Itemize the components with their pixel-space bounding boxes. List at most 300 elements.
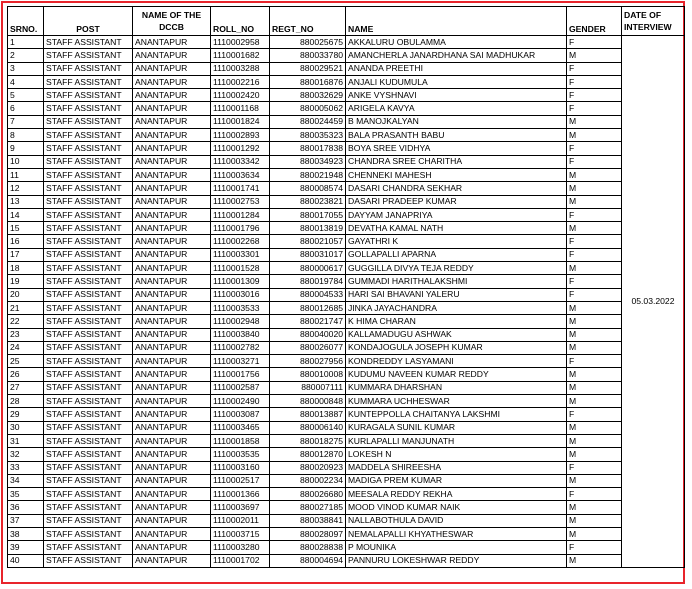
cell-dccb: ANANTAPUR bbox=[133, 102, 211, 115]
cell-post: STAFF ASSISTANT bbox=[44, 368, 133, 381]
table-row bbox=[8, 301, 685, 314]
cell-srno: 14 bbox=[8, 208, 44, 221]
cell-roll-no: 1110002420 bbox=[211, 89, 270, 102]
cell-srno: 23 bbox=[8, 328, 44, 341]
cell-srno: 15 bbox=[8, 222, 44, 235]
cell-name: LOKESH N bbox=[346, 448, 567, 461]
cell-srno: 10 bbox=[8, 155, 44, 168]
header-name: NAME bbox=[346, 7, 567, 36]
cell-roll-no: 1110002011 bbox=[211, 514, 270, 527]
table-row bbox=[8, 89, 685, 102]
cell-name: GUGGILLA DIVYA TEJA REDDY bbox=[346, 262, 567, 275]
cell-srno: 33 bbox=[8, 461, 44, 474]
table-row bbox=[8, 514, 685, 527]
table-row bbox=[8, 408, 685, 421]
cell-gender: F bbox=[567, 89, 622, 102]
cell-post: STAFF ASSISTANT bbox=[44, 142, 133, 155]
cell-dccb: ANANTAPUR bbox=[133, 62, 211, 75]
cell-gender: F bbox=[567, 461, 622, 474]
cell-post: STAFF ASSISTANT bbox=[44, 355, 133, 368]
cell-dccb: ANANTAPUR bbox=[133, 488, 211, 501]
cell-srno: 24 bbox=[8, 341, 44, 354]
table-row bbox=[8, 142, 685, 155]
cell-dccb: ANANTAPUR bbox=[133, 115, 211, 128]
cell-gender: M bbox=[567, 222, 622, 235]
cell-roll-no: 1110003087 bbox=[211, 408, 270, 421]
cell-gender: M bbox=[567, 262, 622, 275]
cell-gender: F bbox=[567, 62, 622, 75]
cell-post: STAFF ASSISTANT bbox=[44, 527, 133, 540]
cell-roll-no: 1110002948 bbox=[211, 315, 270, 328]
cell-gender: M bbox=[567, 474, 622, 487]
cell-dccb: ANANTAPUR bbox=[133, 288, 211, 301]
table-row bbox=[8, 235, 685, 248]
cell-regt-no: 880021747 bbox=[270, 315, 346, 328]
cell-srno: 11 bbox=[8, 168, 44, 181]
cell-gender: M bbox=[567, 421, 622, 434]
cell-regt-no: 880025675 bbox=[270, 36, 346, 49]
cell-post: STAFF ASSISTANT bbox=[44, 182, 133, 195]
cell-gender: F bbox=[567, 208, 622, 221]
cell-srno: 9 bbox=[8, 142, 44, 155]
cell-srno: 20 bbox=[8, 288, 44, 301]
cell-srno: 29 bbox=[8, 408, 44, 421]
cell-dccb: ANANTAPUR bbox=[133, 514, 211, 527]
cell-dccb: ANANTAPUR bbox=[133, 448, 211, 461]
table-row bbox=[8, 474, 685, 487]
cell-gender: M bbox=[567, 341, 622, 354]
cell-name: AMANCHERLA JANARDHANA SAI MADHUKAR bbox=[346, 49, 567, 62]
cell-gender: F bbox=[567, 355, 622, 368]
cell-post: STAFF ASSISTANT bbox=[44, 461, 133, 474]
cell-post: STAFF ASSISTANT bbox=[44, 49, 133, 62]
cell-post: STAFF ASSISTANT bbox=[44, 115, 133, 128]
cell-roll-no: 1110003160 bbox=[211, 461, 270, 474]
cell-post: STAFF ASSISTANT bbox=[44, 288, 133, 301]
table-row bbox=[8, 208, 685, 221]
cell-name: DASARI PRADEEP KUMAR bbox=[346, 195, 567, 208]
cell-regt-no: 880035323 bbox=[270, 129, 346, 142]
cell-roll-no: 1110002216 bbox=[211, 75, 270, 88]
cell-post: STAFF ASSISTANT bbox=[44, 208, 133, 221]
table-row bbox=[8, 328, 685, 341]
cell-dccb: ANANTAPUR bbox=[133, 142, 211, 155]
cell-dccb: ANANTAPUR bbox=[133, 36, 211, 49]
cell-name: KONDREDDY LASYAMANI bbox=[346, 355, 567, 368]
cell-gender: M bbox=[567, 195, 622, 208]
cell-post: STAFF ASSISTANT bbox=[44, 102, 133, 115]
cell-srno: 22 bbox=[8, 315, 44, 328]
cell-name: KUNTEPPOLLA CHAITANYA LAKSHMI bbox=[346, 408, 567, 421]
cell-name: HARI SAI BHAVANI YALERU bbox=[346, 288, 567, 301]
cell-name: MADIGA PREM KUMAR bbox=[346, 474, 567, 487]
table-header-row bbox=[8, 7, 685, 36]
cell-dccb: ANANTAPUR bbox=[133, 168, 211, 181]
cell-name: KUMMARA DHARSHAN bbox=[346, 381, 567, 394]
cell-post: STAFF ASSISTANT bbox=[44, 395, 133, 408]
cell-post: STAFF ASSISTANT bbox=[44, 129, 133, 142]
cell-regt-no: 880021948 bbox=[270, 168, 346, 181]
cell-srno: 3 bbox=[8, 62, 44, 75]
cell-regt-no: 880026077 bbox=[270, 341, 346, 354]
cell-post: STAFF ASSISTANT bbox=[44, 262, 133, 275]
table-row bbox=[8, 36, 685, 49]
table-row bbox=[8, 168, 685, 181]
cell-roll-no: 1110003465 bbox=[211, 421, 270, 434]
cell-gender: F bbox=[567, 288, 622, 301]
cell-name: KUMMARA UCHHESWAR bbox=[346, 395, 567, 408]
cell-name: DASARI CHANDRA SEKHAR bbox=[346, 182, 567, 195]
cell-dccb: ANANTAPUR bbox=[133, 434, 211, 447]
cell-dccb: ANANTAPUR bbox=[133, 248, 211, 261]
cell-srno: 12 bbox=[8, 182, 44, 195]
cell-regt-no: 880029521 bbox=[270, 62, 346, 75]
cell-dccb: ANANTAPUR bbox=[133, 155, 211, 168]
cell-dccb: ANANTAPUR bbox=[133, 554, 211, 567]
cell-name: KURAGALA SUNIL KUMAR bbox=[346, 421, 567, 434]
cell-srno: 1 bbox=[8, 36, 44, 49]
cell-name: KURLAPALLI MANJUNATH bbox=[346, 434, 567, 447]
cell-regt-no: 880028838 bbox=[270, 541, 346, 554]
cell-regt-no: 880000617 bbox=[270, 262, 346, 275]
cell-post: STAFF ASSISTANT bbox=[44, 62, 133, 75]
cell-name: ANKE VYSHNAVI bbox=[346, 89, 567, 102]
cell-post: STAFF ASSISTANT bbox=[44, 341, 133, 354]
cell-srno: 39 bbox=[8, 541, 44, 554]
cell-post: STAFF ASSISTANT bbox=[44, 275, 133, 288]
cell-roll-no: 1110002517 bbox=[211, 474, 270, 487]
cell-regt-no: 880018275 bbox=[270, 434, 346, 447]
table-row bbox=[8, 527, 685, 540]
cell-srno: 32 bbox=[8, 448, 44, 461]
cell-name: NALLABOTHULA DAVID bbox=[346, 514, 567, 527]
table-row bbox=[8, 222, 685, 235]
cell-srno: 18 bbox=[8, 262, 44, 275]
cell-regt-no: 880010008 bbox=[270, 368, 346, 381]
cell-srno: 2 bbox=[8, 49, 44, 62]
header-regt-no: REGT_NO bbox=[270, 7, 346, 36]
table-row bbox=[8, 488, 685, 501]
cell-dccb: ANANTAPUR bbox=[133, 49, 211, 62]
cell-regt-no: 880017055 bbox=[270, 208, 346, 221]
cell-post: STAFF ASSISTANT bbox=[44, 474, 133, 487]
cell-post: STAFF ASSISTANT bbox=[44, 89, 133, 102]
cell-roll-no: 1110003342 bbox=[211, 155, 270, 168]
cell-regt-no: 880012685 bbox=[270, 301, 346, 314]
cell-name: DAYYAM JANAPRIYA bbox=[346, 208, 567, 221]
cell-gender: M bbox=[567, 448, 622, 461]
table-row bbox=[8, 182, 685, 195]
table-row bbox=[8, 341, 685, 354]
table-row bbox=[8, 395, 685, 408]
cell-gender: F bbox=[567, 275, 622, 288]
cell-dccb: ANANTAPUR bbox=[133, 501, 211, 514]
cell-regt-no: 880031017 bbox=[270, 248, 346, 261]
table-row bbox=[8, 461, 685, 474]
cell-name: KUDUMU NAVEEN KUMAR REDDY bbox=[346, 368, 567, 381]
table-row bbox=[8, 49, 685, 62]
cell-roll-no: 1110001168 bbox=[211, 102, 270, 115]
cell-gender: M bbox=[567, 49, 622, 62]
cell-srno: 19 bbox=[8, 275, 44, 288]
cell-roll-no: 1110001756 bbox=[211, 368, 270, 381]
cell-roll-no: 1110001309 bbox=[211, 275, 270, 288]
table-row bbox=[8, 129, 685, 142]
cell-dccb: ANANTAPUR bbox=[133, 421, 211, 434]
cell-gender: M bbox=[567, 315, 622, 328]
cell-regt-no: 880027956 bbox=[270, 355, 346, 368]
cell-roll-no: 1110003840 bbox=[211, 328, 270, 341]
header-srno: SRNO. bbox=[8, 7, 44, 36]
cell-roll-no: 1110003535 bbox=[211, 448, 270, 461]
cell-regt-no: 880024459 bbox=[270, 115, 346, 128]
cell-post: STAFF ASSISTANT bbox=[44, 421, 133, 434]
table-row bbox=[8, 75, 685, 88]
cell-post: STAFF ASSISTANT bbox=[44, 168, 133, 181]
cell-regt-no: 880038841 bbox=[270, 514, 346, 527]
cell-post: STAFF ASSISTANT bbox=[44, 301, 133, 314]
cell-gender: M bbox=[567, 554, 622, 567]
table-row bbox=[8, 262, 685, 275]
cell-srno: 7 bbox=[8, 115, 44, 128]
cell-name: MADDELA SHIREESHA bbox=[346, 461, 567, 474]
table-row bbox=[8, 448, 685, 461]
cell-name: JINKA JAYACHANDRA bbox=[346, 301, 567, 314]
cell-post: STAFF ASSISTANT bbox=[44, 222, 133, 235]
cell-srno: 16 bbox=[8, 235, 44, 248]
table-row bbox=[8, 195, 685, 208]
cell-name: GOLLAPALLI APARNA bbox=[346, 248, 567, 261]
cell-regt-no: 880034923 bbox=[270, 155, 346, 168]
cell-roll-no: 1110001284 bbox=[211, 208, 270, 221]
cell-srno: 34 bbox=[8, 474, 44, 487]
cell-roll-no: 1110001741 bbox=[211, 182, 270, 195]
cell-name: ARIGELA KAVYA bbox=[346, 102, 567, 115]
cell-regt-no: 880020923 bbox=[270, 461, 346, 474]
cell-roll-no: 1110003288 bbox=[211, 62, 270, 75]
cell-regt-no: 880027185 bbox=[270, 501, 346, 514]
cell-dccb: ANANTAPUR bbox=[133, 355, 211, 368]
cell-srno: 37 bbox=[8, 514, 44, 527]
candidate-table bbox=[7, 6, 685, 568]
cell-dccb: ANANTAPUR bbox=[133, 275, 211, 288]
table-row bbox=[8, 501, 685, 514]
header-roll-no: ROLL_NO bbox=[211, 7, 270, 36]
cell-name: ANJALI KUDUMULA bbox=[346, 75, 567, 88]
table-row bbox=[8, 288, 685, 301]
cell-regt-no: 880000848 bbox=[270, 395, 346, 408]
cell-regt-no: 880017838 bbox=[270, 142, 346, 155]
cell-dccb: ANANTAPUR bbox=[133, 474, 211, 487]
cell-srno: 38 bbox=[8, 527, 44, 540]
cell-gender: F bbox=[567, 142, 622, 155]
cell-roll-no: 1110002268 bbox=[211, 235, 270, 248]
cell-srno: 25 bbox=[8, 355, 44, 368]
cell-gender: F bbox=[567, 488, 622, 501]
cell-name: MOOD VINOD KUMAR NAIK bbox=[346, 501, 567, 514]
cell-name: AKKALURU OBULAMMA bbox=[346, 36, 567, 49]
table-row bbox=[8, 248, 685, 261]
cell-name: K HIMA CHARAN bbox=[346, 315, 567, 328]
cell-gender: F bbox=[567, 248, 622, 261]
cell-gender: F bbox=[567, 36, 622, 49]
table-row bbox=[8, 102, 685, 115]
cell-srno: 13 bbox=[8, 195, 44, 208]
cell-gender: M bbox=[567, 527, 622, 540]
cell-gender: M bbox=[567, 434, 622, 447]
cell-name: DEVATHA KAMAL NATH bbox=[346, 222, 567, 235]
cell-srno: 21 bbox=[8, 301, 44, 314]
cell-post: STAFF ASSISTANT bbox=[44, 448, 133, 461]
cell-dccb: ANANTAPUR bbox=[133, 89, 211, 102]
cell-post: STAFF ASSISTANT bbox=[44, 195, 133, 208]
cell-dccb: ANANTAPUR bbox=[133, 182, 211, 195]
cell-gender: M bbox=[567, 501, 622, 514]
table-row bbox=[8, 315, 685, 328]
cell-post: STAFF ASSISTANT bbox=[44, 501, 133, 514]
cell-gender: F bbox=[567, 75, 622, 88]
cell-roll-no: 1110003271 bbox=[211, 355, 270, 368]
header-date-of-interview: DATE OF INTERVIEW bbox=[622, 7, 685, 36]
cell-post: STAFF ASSISTANT bbox=[44, 155, 133, 168]
cell-srno: 17 bbox=[8, 248, 44, 261]
cell-dccb: ANANTAPUR bbox=[133, 75, 211, 88]
cell-srno: 36 bbox=[8, 501, 44, 514]
table-body bbox=[8, 36, 685, 568]
cell-roll-no: 1110002490 bbox=[211, 395, 270, 408]
cell-interview-date: 05.03.2022 bbox=[622, 36, 685, 568]
cell-post: STAFF ASSISTANT bbox=[44, 514, 133, 527]
cell-dccb: ANANTAPUR bbox=[133, 527, 211, 540]
cell-name: CHENNEKI MAHESH bbox=[346, 168, 567, 181]
cell-srno: 6 bbox=[8, 102, 44, 115]
cell-regt-no: 880021057 bbox=[270, 235, 346, 248]
cell-dccb: ANANTAPUR bbox=[133, 541, 211, 554]
cell-srno: 27 bbox=[8, 381, 44, 394]
cell-dccb: ANANTAPUR bbox=[133, 195, 211, 208]
cell-gender: F bbox=[567, 408, 622, 421]
cell-dccb: ANANTAPUR bbox=[133, 381, 211, 394]
cell-gender: M bbox=[567, 514, 622, 527]
cell-post: STAFF ASSISTANT bbox=[44, 328, 133, 341]
header-post: POST bbox=[44, 7, 133, 36]
cell-roll-no: 1110001292 bbox=[211, 142, 270, 155]
cell-gender: M bbox=[567, 301, 622, 314]
cell-roll-no: 1110003634 bbox=[211, 168, 270, 181]
cell-post: STAFF ASSISTANT bbox=[44, 36, 133, 49]
cell-regt-no: 880006140 bbox=[270, 421, 346, 434]
table-row bbox=[8, 368, 685, 381]
table-row bbox=[8, 115, 685, 128]
cell-name: P MOUNIKA bbox=[346, 541, 567, 554]
cell-srno: 5 bbox=[8, 89, 44, 102]
cell-post: STAFF ASSISTANT bbox=[44, 75, 133, 88]
cell-gender: M bbox=[567, 182, 622, 195]
cell-regt-no: 880004533 bbox=[270, 288, 346, 301]
cell-regt-no: 880013887 bbox=[270, 408, 346, 421]
cell-roll-no: 1110001366 bbox=[211, 488, 270, 501]
cell-gender: M bbox=[567, 168, 622, 181]
cell-post: STAFF ASSISTANT bbox=[44, 554, 133, 567]
cell-name: MEESALA REDDY REKHA bbox=[346, 488, 567, 501]
table-row bbox=[8, 381, 685, 394]
cell-roll-no: 1110002753 bbox=[211, 195, 270, 208]
cell-post: STAFF ASSISTANT bbox=[44, 235, 133, 248]
header-gender: GENDER bbox=[567, 7, 622, 36]
cell-roll-no: 1110001528 bbox=[211, 262, 270, 275]
cell-post: STAFF ASSISTANT bbox=[44, 541, 133, 554]
cell-regt-no: 880033780 bbox=[270, 49, 346, 62]
cell-dccb: ANANTAPUR bbox=[133, 461, 211, 474]
cell-post: STAFF ASSISTANT bbox=[44, 488, 133, 501]
cell-roll-no: 1110002893 bbox=[211, 129, 270, 142]
cell-regt-no: 880013819 bbox=[270, 222, 346, 235]
cell-roll-no: 1110002782 bbox=[211, 341, 270, 354]
cell-roll-no: 1110002587 bbox=[211, 381, 270, 394]
cell-dccb: ANANTAPUR bbox=[133, 222, 211, 235]
cell-dccb: ANANTAPUR bbox=[133, 368, 211, 381]
cell-roll-no: 1110003533 bbox=[211, 301, 270, 314]
table-row bbox=[8, 554, 685, 567]
cell-gender: M bbox=[567, 115, 622, 128]
table-row bbox=[8, 421, 685, 434]
cell-regt-no: 880008574 bbox=[270, 182, 346, 195]
table-row bbox=[8, 155, 685, 168]
cell-dccb: ANANTAPUR bbox=[133, 301, 211, 314]
cell-regt-no: 880004694 bbox=[270, 554, 346, 567]
cell-roll-no: 1110003301 bbox=[211, 248, 270, 261]
cell-regt-no: 880026680 bbox=[270, 488, 346, 501]
cell-post: STAFF ASSISTANT bbox=[44, 315, 133, 328]
cell-dccb: ANANTAPUR bbox=[133, 328, 211, 341]
cell-post: STAFF ASSISTANT bbox=[44, 248, 133, 261]
cell-roll-no: 1110001682 bbox=[211, 49, 270, 62]
cell-srno: 28 bbox=[8, 395, 44, 408]
cell-roll-no: 1110001824 bbox=[211, 115, 270, 128]
cell-regt-no: 880002234 bbox=[270, 474, 346, 487]
cell-srno: 26 bbox=[8, 368, 44, 381]
cell-dccb: ANANTAPUR bbox=[133, 341, 211, 354]
cell-dccb: ANANTAPUR bbox=[133, 235, 211, 248]
cell-name: PANNURU LOKESHWAR REDDY bbox=[346, 554, 567, 567]
cell-dccb: ANANTAPUR bbox=[133, 129, 211, 142]
cell-regt-no: 880032629 bbox=[270, 89, 346, 102]
cell-dccb: ANANTAPUR bbox=[133, 262, 211, 275]
cell-name: B MANOJKALYAN bbox=[346, 115, 567, 128]
cell-gender: M bbox=[567, 328, 622, 341]
cell-srno: 31 bbox=[8, 434, 44, 447]
cell-srno: 8 bbox=[8, 129, 44, 142]
cell-post: STAFF ASSISTANT bbox=[44, 381, 133, 394]
cell-regt-no: 880040020 bbox=[270, 328, 346, 341]
cell-gender: F bbox=[567, 235, 622, 248]
cell-regt-no: 880005062 bbox=[270, 102, 346, 115]
cell-roll-no: 1110003715 bbox=[211, 527, 270, 540]
cell-roll-no: 1110003280 bbox=[211, 541, 270, 554]
cell-dccb: ANANTAPUR bbox=[133, 208, 211, 221]
cell-dccb: ANANTAPUR bbox=[133, 408, 211, 421]
cell-srno: 4 bbox=[8, 75, 44, 88]
cell-srno: 40 bbox=[8, 554, 44, 567]
cell-dccb: ANANTAPUR bbox=[133, 315, 211, 328]
cell-regt-no: 880023821 bbox=[270, 195, 346, 208]
cell-gender: M bbox=[567, 395, 622, 408]
cell-regt-no: 880016876 bbox=[270, 75, 346, 88]
cell-name: GAYATHRI K bbox=[346, 235, 567, 248]
cell-roll-no: 1110001702 bbox=[211, 554, 270, 567]
cell-regt-no: 880019784 bbox=[270, 275, 346, 288]
cell-roll-no: 1110002958 bbox=[211, 36, 270, 49]
